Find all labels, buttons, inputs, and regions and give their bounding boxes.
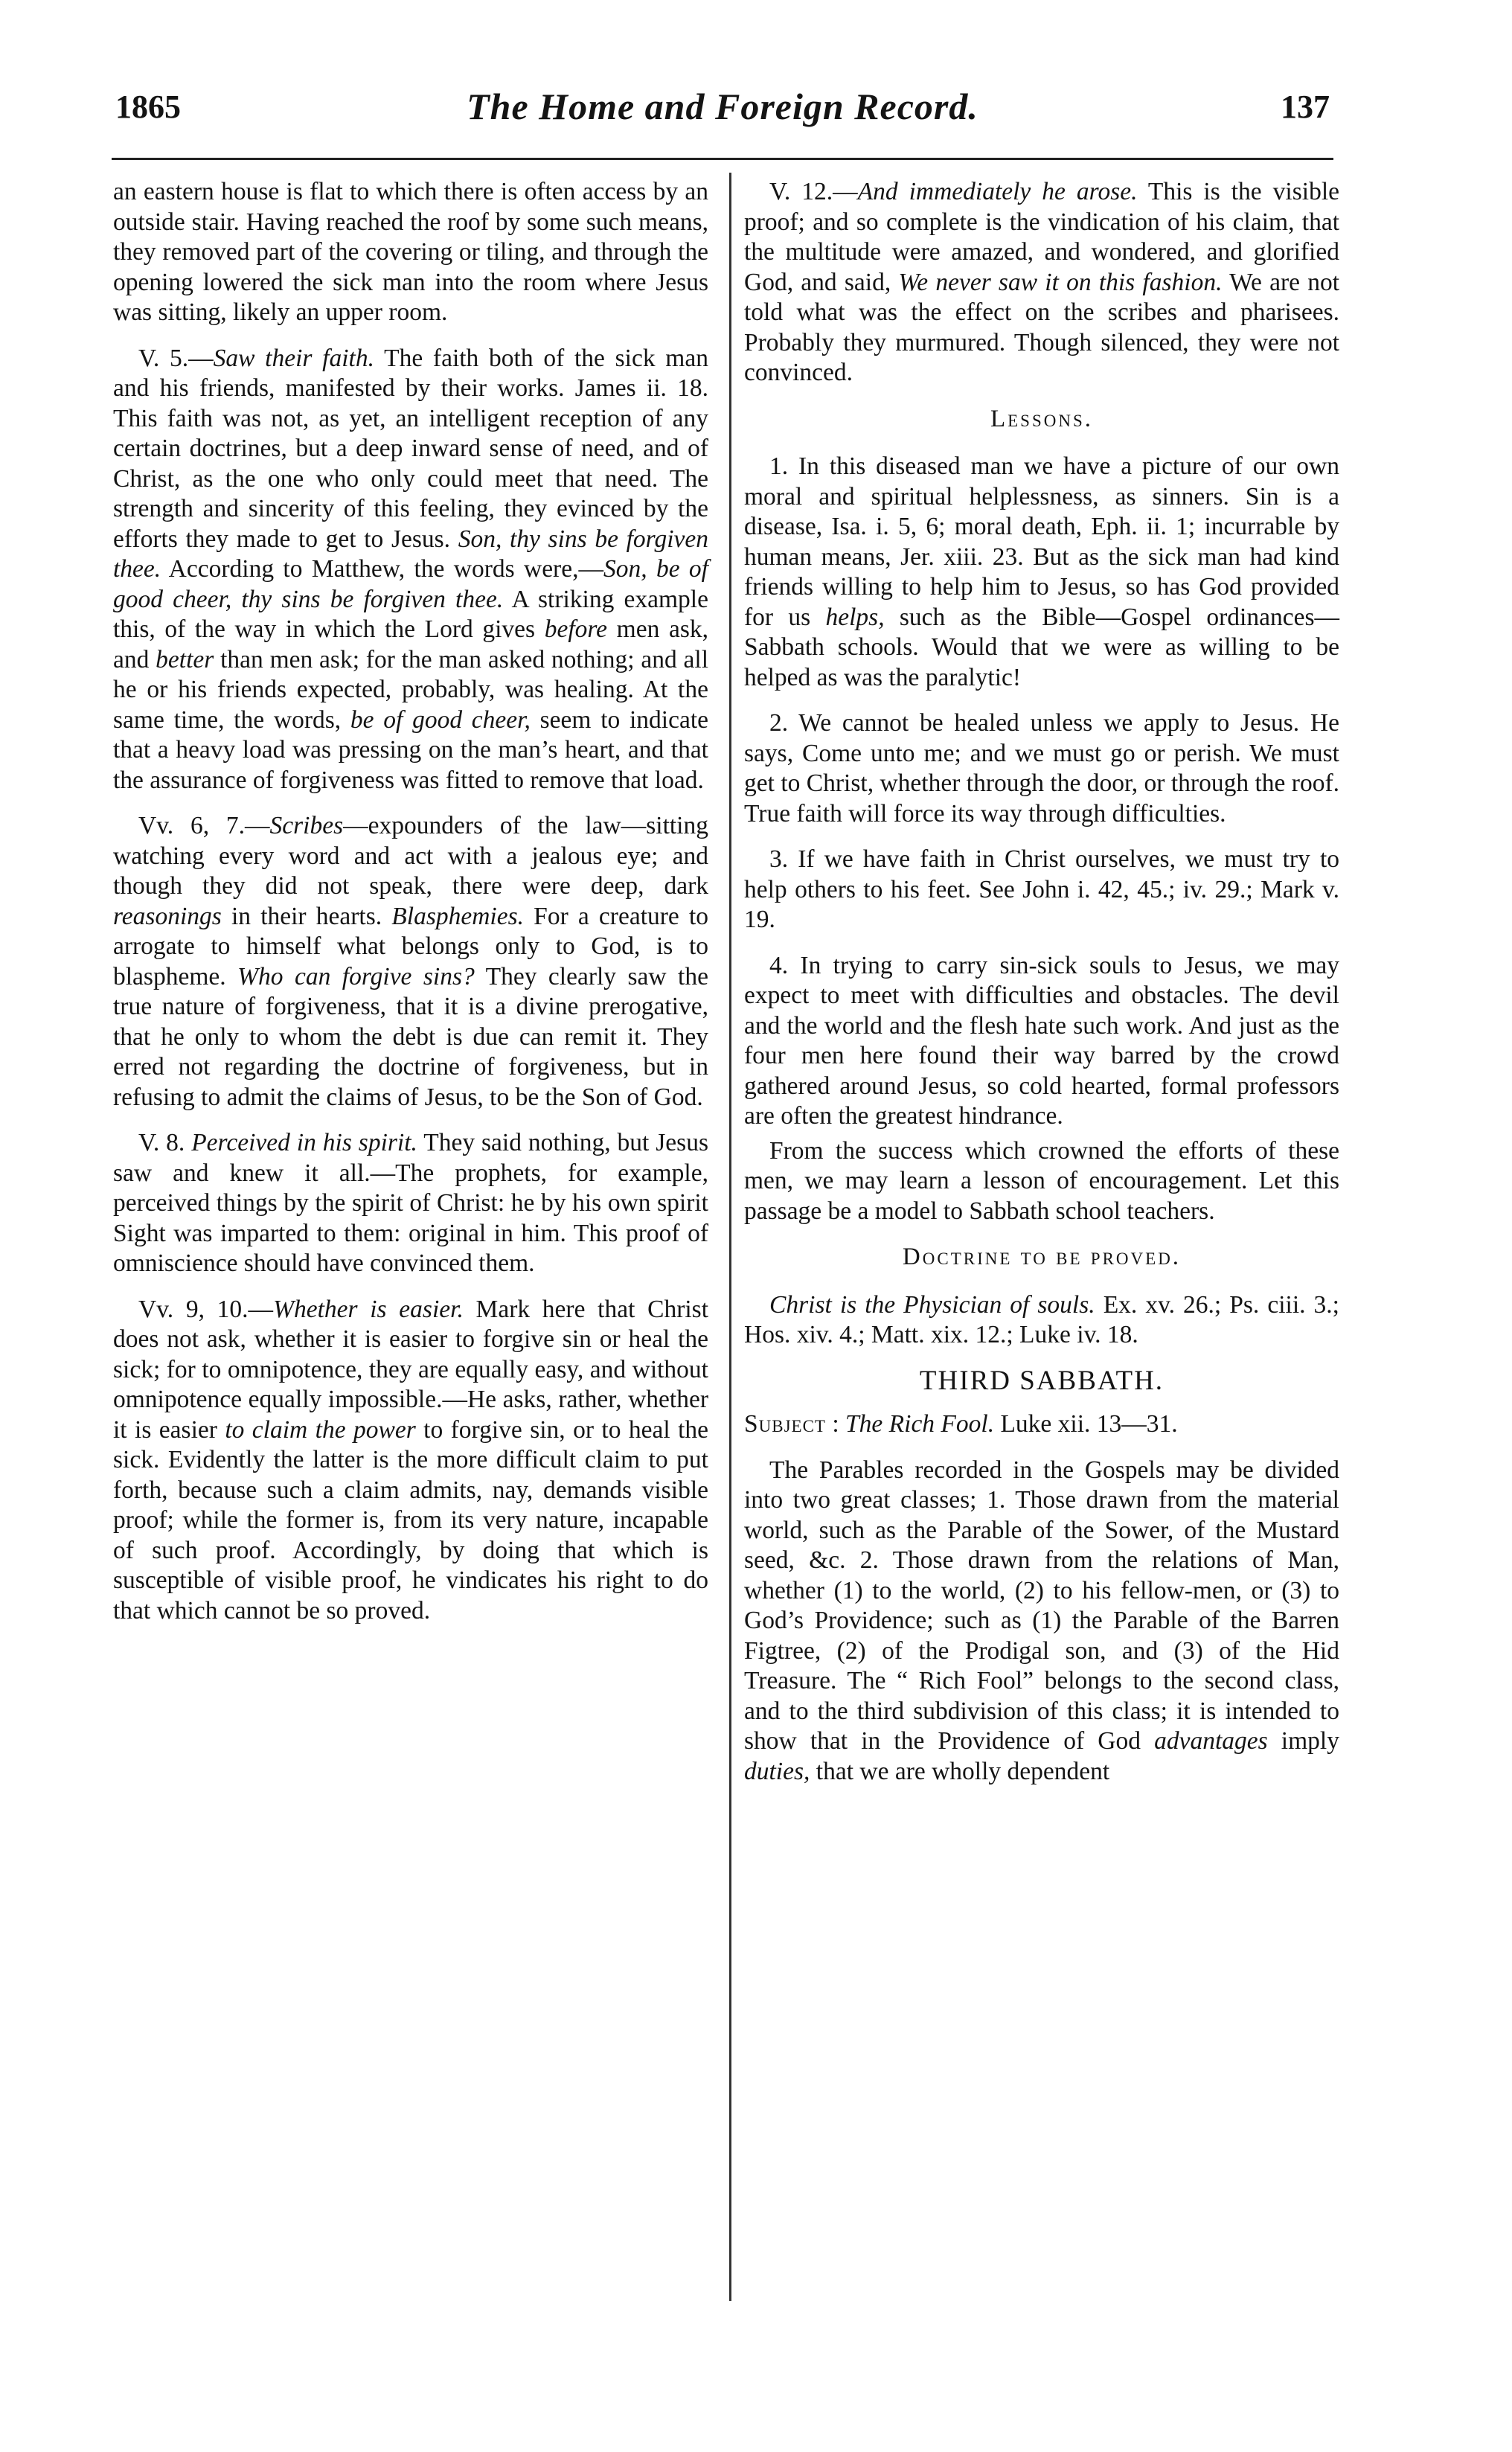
- paragraph-verse-5: V. 5.—Saw their faith. The faith both of the sick man and his friends, manifested by their works. James ii. 18. This faith was not, as yet, an intelligent reception of any certain doctrines, but a deep inward sense of need, and of Christ, as the one who only could meet that need. The strength and sincerity of this feeling, they evinced by the efforts they made to get to Jesus. Son, thy sins be forgiven thee. According to Matthew, the words were,—Son, be of good cheer, thy sins be forgiven thee. A striking example this, of the way in which the Lord gives before men ask, and better than men ask; for the man asked nothing; and all he or his friends expected, probably, was healing. At the same time, the words, be of good cheer, seem to indicate that a heavy load was pressing on the man’s heart, and that the assurance of forgiveness was fitted to remove that load.: [113, 344, 709, 794]
- subject-line: Subject : The Rich Fool. Luke xii. 13—31.: [744, 1410, 1178, 1438]
- left-column: [113, 177, 708, 1642]
- paragraph-verse-8: V. 8. Perceived in his spirit. They said nothing, but Jesus saw and knew it all.—The prophets, for example, perceived things by the spirit of Christ: he by his own spirit Sight was imparted to them: original in him. This proof of omniscience should have convinced them.: [113, 1129, 708, 1277]
- right-column: [744, 177, 1339, 1802]
- paragraph-continuation: an eastern house is flat to which there is often access by an outside stair. Having reached the roof by some such means, they removed part of the covering or tiling, and through the opening lowered the sick man into the room where Jesus was sitting, likely an upper room.: [113, 178, 708, 326]
- paragraph-parables: The Parables recorded in the Gospels may be divided into two great classes; 1. Those drawn from the material world, such as the Parable of the Sower, of the Mustard seed, &c. 2. Those drawn from the relations of Man, whether (1) to the world, (2) to his fellow-men, or (3) to God’s Providence; such as (1) the Parable of the Barren Figtree, (2) of the Prodigal son, and (3) of the Hid Treasure. The “ Rich Fool” belongs to the second class, and to the third subdivision of this class; it is intended to show that in the Providence of God advantages imply duties, that we are wholly dependent: [744, 1456, 1339, 1785]
- third-sabbath-heading: THIRD SABBATH.: [919, 1365, 1165, 1396]
- paragraph-verses-6-7: Vv. 6, 7.—Scribes—expounders of the law—sitting watching every word and act with a jealous eye; and though they did not speak, there were deep, dark reasonings in their hearts. Blasphemies. For a creature to arrogate to himself what belongs only to God, is to blaspheme. Who can forgive sins? They clearly saw the true nature of forgiveness, that it is a divine prerogative, that he only to whom the debt is due can remit it. They erred not regarding the doctrine of forgiveness, but in refusing to admit the claims of Jesus, to be the Son of God.: [113, 812, 709, 1111]
- doctrine-text: Christ is the Physician of souls. Ex. xv. 26.; Ps. ciii. 3.; Hos. xiv. 4.; Matt. xix. 12.; Luke iv. 18.: [744, 1290, 1339, 1348]
- lesson-4: 4. In trying to carry sin-sick souls to Jesus, we may expect to meet with difficulties and obstacles. The devil and the world and the flesh hate such work. And just as the four men here found their way barred by the crowd gathered around Jesus, so cold hearted, formal professors are often the greatest hindrance.: [744, 951, 1339, 1130]
- lesson-3: 3. If we have faith in Christ ourselves, we must try to help others to his feet. See John i. 42, 45.; iv. 29.; Mark v. 19.: [744, 845, 1339, 933]
- page-number: 137: [1281, 89, 1330, 125]
- doctrine-heading: Doctrine to be proved.: [902, 1243, 1182, 1270]
- header-year: 1865: [115, 89, 181, 125]
- header-title: The Home and Foreign Record.: [467, 86, 978, 127]
- lessons-heading: Lessons.: [990, 405, 1094, 432]
- running-header: [115, 88, 1330, 132]
- lesson-1: 1. In this diseased man we have a picture of our own moral and spiritual helplessness, as sinners. Sin is a disease, Isa. i. 5, 6; moral death, Eph. ii. 1; incurrable by human means, Jer. xiii. 23. But as the sick man had kind friends willing to help him to Jesus, so has God provided for us helps, such as the Bible—Gospel ordinances—Sabbath schools. Would that we were as willing to be helped as was the paralytic!: [744, 452, 1339, 691]
- paragraph-verse-12: V. 12.—And immediately he arose. This is the visible proof; and so complete is the vindication of his claim, that the multitude were amazed, and wondered, and glorified God, and said, We never saw it on this fashion. We are not told what was the effect on the scribes and pharisees. Probably they murmured. Though silenced, they were not convinced.: [744, 178, 1340, 386]
- paragraph-verses-9-10: Vv. 9, 10.—Whether is easier. Mark here that Christ does not ask, whether it is easier to forgive sin or heal the sick; for to omnipotence, they are equally easy, and without omnipotence equally impossible.—He asks, rather, whether it is easier to claim the power to forgive sin, or to heal the sick. Evidently the latter is the more difficult claim to put forth, because such a claim admits, nay, demands visible proof; while the former is, from its very nature, incapable of such proof. Accordingly, by doing that which is susceptible of visible proof, he vindicates his right to do that which cannot be so proved.: [113, 1295, 709, 1624]
- lesson-encouragement: From the success which crowned the efforts of these men, we may learn a lesson of encouragement. Let this passage be a model to Sabbath school teachers.: [744, 1136, 1339, 1225]
- header-rule: [112, 158, 1333, 160]
- lesson-2: 2. We cannot be healed unless we apply to Jesus. He says, Come unto me; and we must go or perish. We must get to Christ, whether through the door, or through the roof. True faith will force its way through difficulties.: [744, 709, 1339, 828]
- column-divider: [729, 173, 731, 2301]
